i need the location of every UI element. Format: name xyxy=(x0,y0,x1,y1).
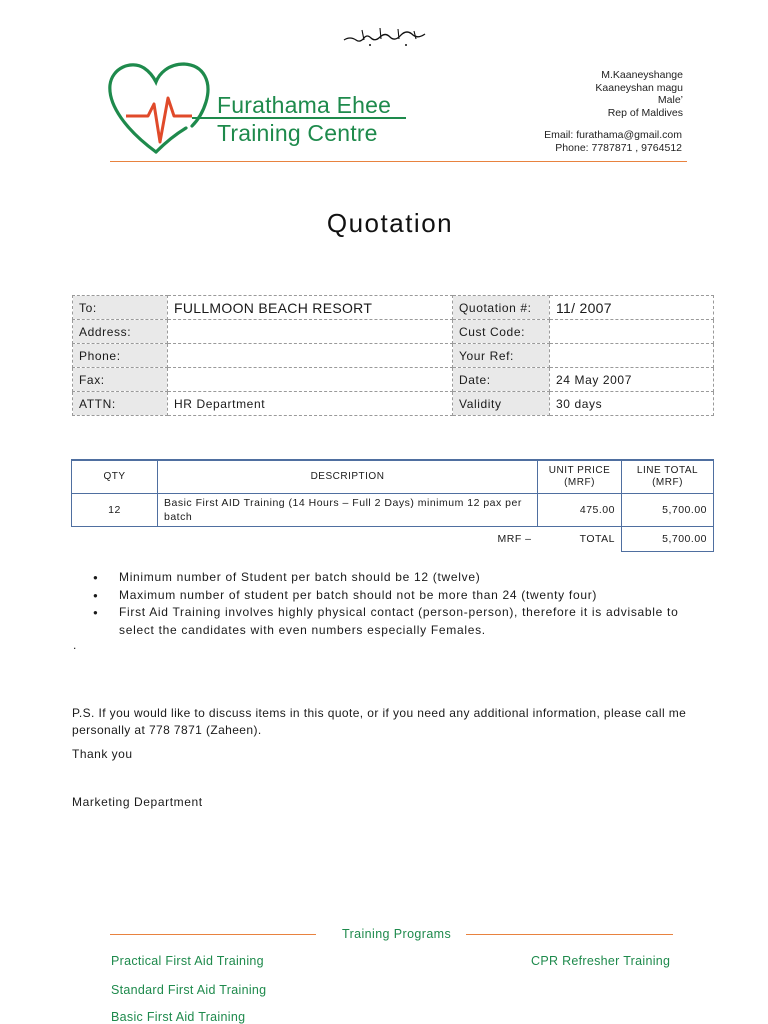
bismillah-calligraphy xyxy=(340,22,430,50)
table-header-row xyxy=(72,460,714,494)
info-row xyxy=(73,320,714,344)
email-text: Email: furathama@gmail.com xyxy=(544,129,682,141)
address-label: Address: xyxy=(73,320,168,344)
org-name-line1: Furathama Ehee xyxy=(217,92,392,118)
description-cell: Basic First AID Training (14 Hours – Full 2 Days) minimum 12 pax per batch xyxy=(158,494,538,527)
validity-value: 30 days xyxy=(550,392,714,416)
list-item: ● First Aid Training involves highly physical contact (person-person), therefore it is advisable to select the candidates with even numbers especially Females. xyxy=(93,604,693,639)
to-label: To: xyxy=(73,296,168,320)
unit-price-header: UNIT PRICE (MRF) xyxy=(538,460,622,494)
unit-price-cell: 475.00 xyxy=(538,494,622,527)
your-ref-value xyxy=(550,344,714,368)
fax-label: Fax: xyxy=(73,368,168,392)
your-ref-label: Your Ref: xyxy=(453,344,550,368)
footer-divider-left xyxy=(110,934,316,935)
phone-text: Phone: 7787871 , 9764512 xyxy=(555,141,682,154)
validity-label: Validity xyxy=(453,392,550,416)
address-value xyxy=(168,320,453,344)
program-practical-first-aid: Practical First Aid Training xyxy=(111,954,264,968)
currency-label: MRF – xyxy=(497,533,532,546)
address-line: Rep of Maldives xyxy=(607,106,683,119)
quotation-number-value: 11/ 2007 xyxy=(550,296,714,320)
description-header: DESCRIPTION xyxy=(158,460,538,494)
phone-value xyxy=(168,344,453,368)
list-item: ● Maximum number of student per batch should not be more than 24 (twenty four) xyxy=(93,587,693,605)
date-value: 24 May 2007 xyxy=(550,368,714,392)
organization-name xyxy=(217,92,391,146)
footer-title: Training Programs xyxy=(342,927,452,941)
attn-value: HR Department xyxy=(168,392,453,416)
address-line: Kaaneyshan magu xyxy=(595,81,683,94)
cust-code-value xyxy=(550,320,714,344)
line-total-header: LINE TOTAL (MRF) xyxy=(622,460,714,494)
attn-label: ATTN: xyxy=(73,392,168,416)
table-row xyxy=(72,494,714,527)
quotation-number-label: Quotation #: xyxy=(453,296,550,320)
ps-note: P.S. If you would like to discuss items in this quote, or if you need any additional information, please call me personally at 778 7871 (Zaheen). xyxy=(72,706,687,737)
address-line: Male’ xyxy=(657,94,683,106)
stray-dot: . xyxy=(73,638,77,652)
postal-address xyxy=(595,69,683,119)
program-cpr-refresher: CPR Refresher Training xyxy=(531,954,671,968)
to-value: FULLMOON BEACH RESORT xyxy=(168,296,453,320)
program-basic-first-aid: Basic First Aid Training xyxy=(111,1010,246,1024)
phone-label: Phone: xyxy=(73,344,168,368)
line-items-table xyxy=(71,459,714,552)
total-label: TOTAL xyxy=(579,533,615,546)
thank-you-text: Thank you xyxy=(72,747,133,761)
total-row xyxy=(72,527,714,552)
header-divider xyxy=(110,161,687,162)
cust-code-label: Cust Code: xyxy=(453,320,550,344)
info-row xyxy=(73,296,714,320)
info-row xyxy=(73,392,714,416)
empty-cell xyxy=(72,527,158,552)
address-line: M.Kaaneyshange xyxy=(601,69,683,81)
list-item: ● Minimum number of Student per batch should be 12 (twelve) xyxy=(93,569,693,587)
fax-value xyxy=(168,368,453,392)
total-value: 5,700.00 xyxy=(622,527,714,552)
terms-list xyxy=(93,569,693,639)
quotation-info-table xyxy=(72,295,714,416)
info-row xyxy=(73,368,714,392)
info-row xyxy=(73,344,714,368)
line-total-cell: 5,700.00 xyxy=(622,494,714,527)
document-title: Quotation xyxy=(326,208,454,238)
qty-cell: 12 xyxy=(72,494,158,527)
footer-divider-right xyxy=(466,934,673,935)
qty-header: QTY xyxy=(72,460,158,494)
contact-info xyxy=(544,129,682,154)
signature-text: Marketing Department xyxy=(72,795,203,809)
program-standard-first-aid: Standard First Aid Training xyxy=(111,983,267,997)
org-name-line2: Training Centre xyxy=(217,120,378,146)
date-label: Date: xyxy=(453,368,550,392)
